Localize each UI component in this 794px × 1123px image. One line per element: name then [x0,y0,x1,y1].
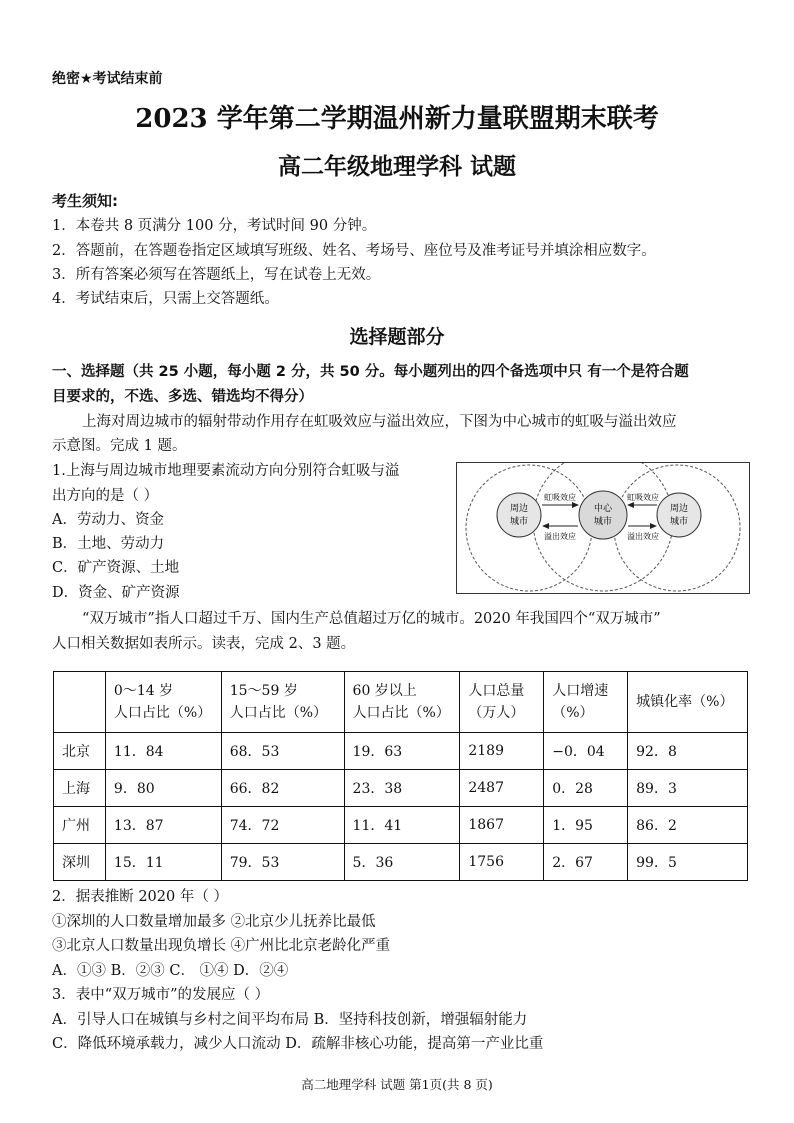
table-cell: 13．87 [105,807,221,844]
population-table [53,671,748,881]
question-1-stem-cont: 出方向的是（ ） [52,488,159,504]
notice-item: 3．所有答案必须写在答题纸上，写在试卷上无效。 [52,267,381,283]
left-spill-label: 溢出效应 [544,532,576,541]
table-cell: 68．53 [221,733,344,770]
confidential-label: 绝密★考试结束前 [52,71,163,87]
header-line: （万人） [468,705,525,721]
header-line: 人口占比（%） [113,705,212,721]
table-header-row [54,672,748,733]
intro-paragraph-2-cont: 人口相关数据如表所示。读表，完成 2、3 题。 [52,636,356,652]
table-cell: 99．5 [628,844,748,881]
table-cell: 11．41 [344,807,460,844]
left-city-node [497,493,541,537]
header-line: 人口占比（%） [352,705,450,721]
table-cell: 66．82 [221,770,344,807]
table-cell: 89．3 [628,770,748,807]
header-line: 0～14 岁 [113,683,174,699]
center-city-label-1: 中心 [593,504,613,514]
left-siphon-label: 虹吸效应 [544,493,576,502]
table-row [54,807,748,844]
table-header-cell [544,672,628,733]
right-spill-arrowhead [650,523,657,529]
diagram-svg [457,463,749,593]
table-cell: 2．67 [544,844,628,881]
table-cell: 1867 [460,807,544,844]
table-cell: 5．36 [344,844,460,881]
exam-subtitle: 高二年级地理学科 试题 [277,153,516,180]
right-siphon-label: 虹吸效应 [627,493,659,502]
table-cell: 深圳 [54,844,106,881]
notice-item: 4．考试结束后，只需上交答题纸。 [52,291,279,307]
table-cell: 74．72 [221,807,344,844]
header-line: 人口增速 [552,683,609,699]
intro-paragraph-2: “双万城市”指人口超过千万、国内生产总值超过万亿的城市。2020 年我国四个“双万城市” [82,611,661,627]
table-cell: 86．2 [628,807,748,844]
table-cell: 15．11 [105,844,221,881]
table-cell: 北京 [54,733,106,770]
table-cell: 上海 [54,770,106,807]
table-cell: 0．28 [544,770,628,807]
table-row [54,770,748,807]
table-header-cell [344,672,460,733]
table-cell: 2487 [460,770,544,807]
exam-title: 2023 学年第二学期温州新力量联盟期末联考 [135,104,659,134]
table-header-cell [221,672,344,733]
right-city-label-1: 周边 [669,504,689,514]
question-2-statements: ③北京人口数量出现负增长 ④广州比北京老龄化严重 [52,938,391,954]
table-header-cell [460,672,544,733]
right-siphon-arrowhead [627,502,634,508]
table-header-cell [628,672,748,733]
question-3-stem: 3．表中“双万城市”的发展应（ ） [52,987,270,1003]
table-cell: 19．63 [344,733,460,770]
question-2-options: A．①③ B．②③ C． ①④ D．②④ [52,963,289,979]
question-3-options: C．降低环境承载力，减少人口流动 D．疏解非核心功能，提高第一产业比重 [52,1036,544,1052]
question-section-head-cont: 目要求的，不选、多选、错选均不得分） [52,389,313,405]
notice-item: 2．答题前，在答题卷指定区域填写班级、姓名、考场号、座位号及准考证号并填涂相应数字。 [52,243,656,259]
intro-paragraph: 上海对周边城市的辐射带动作用存在虹吸效应与溢出效应，下图为中心城市的虹吸与溢出效应 [82,414,677,430]
table-cell: 1．95 [544,807,628,844]
left-siphon-arrowhead [572,502,579,508]
table-cell: 79．53 [221,844,344,881]
table-cell: 23．38 [344,770,460,807]
header-line: 城镇化率（%） [636,694,734,710]
table-cell: 广州 [54,807,106,844]
siphon-spillover-diagram [456,462,750,594]
table-row [54,733,748,770]
intro-paragraph-cont: 示意图。完成 1 题。 [52,438,187,454]
header-line: （%） [552,705,594,721]
table-cell: 9．80 [105,770,221,807]
table-cell: 1756 [460,844,544,881]
question-3-options: A．引导人口在城镇与乡村之间平均布局 B．坚持科技创新，增强辐射能力 [52,1012,528,1028]
right-city-label-2: 城市 [669,517,689,527]
left-city-label-1: 周边 [509,504,529,514]
notice-item: 1．本卷共 8 页满分 100 分，考试时间 90 分钟。 [52,218,377,234]
center-city-label-2: 城市 [593,517,613,527]
question-section-head: 一、选择题（共 25 小题，每小题 2 分，共 50 分。每小题列出的四个备选项中只 有一个是符合题 [52,364,689,380]
header-line: 15～59 岁 [229,683,298,699]
right-spill-label: 溢出效应 [627,532,659,541]
table-row [54,844,748,881]
section-title: 选择题部分 [349,326,445,348]
table-cell: 2189 [460,733,544,770]
page-footer: 高二地理学科 试题 第1页(共 8 页) [301,1077,493,1092]
table-header-cell [105,672,221,733]
header-line: 人口占比（%） [229,705,328,721]
question-1-option: B．土地、劳动力 [52,536,165,552]
question-2-statements: ①深圳的人口数量增加最多 ②北京少儿抚养比最低 [52,914,376,930]
question-1-option: A．劳动力、资金 [52,512,164,528]
question-1-stem: 1.上海与周边城市地理要素流动方向分别符合虹吸与溢 [52,463,400,479]
question-1-option: C．矿产资源、土地 [52,560,180,576]
table-cell: −0．04 [544,733,628,770]
header-line: 60 岁以上 [352,683,417,699]
left-spill-arrowhead [542,523,549,529]
notice-title: 考生须知: [52,192,118,210]
question-1-option: D．资金、矿产资源 [52,585,180,601]
header-line: 人口总量 [468,683,525,699]
table-header-cell [54,672,106,733]
table-cell: 11．84 [105,733,221,770]
left-city-label-2: 城市 [509,517,529,527]
right-city-node [657,493,701,537]
table-cell: 92．8 [628,733,748,770]
center-city-node [579,491,627,539]
question-2-stem: 2．据表推断 2020 年（ ） [52,889,228,905]
